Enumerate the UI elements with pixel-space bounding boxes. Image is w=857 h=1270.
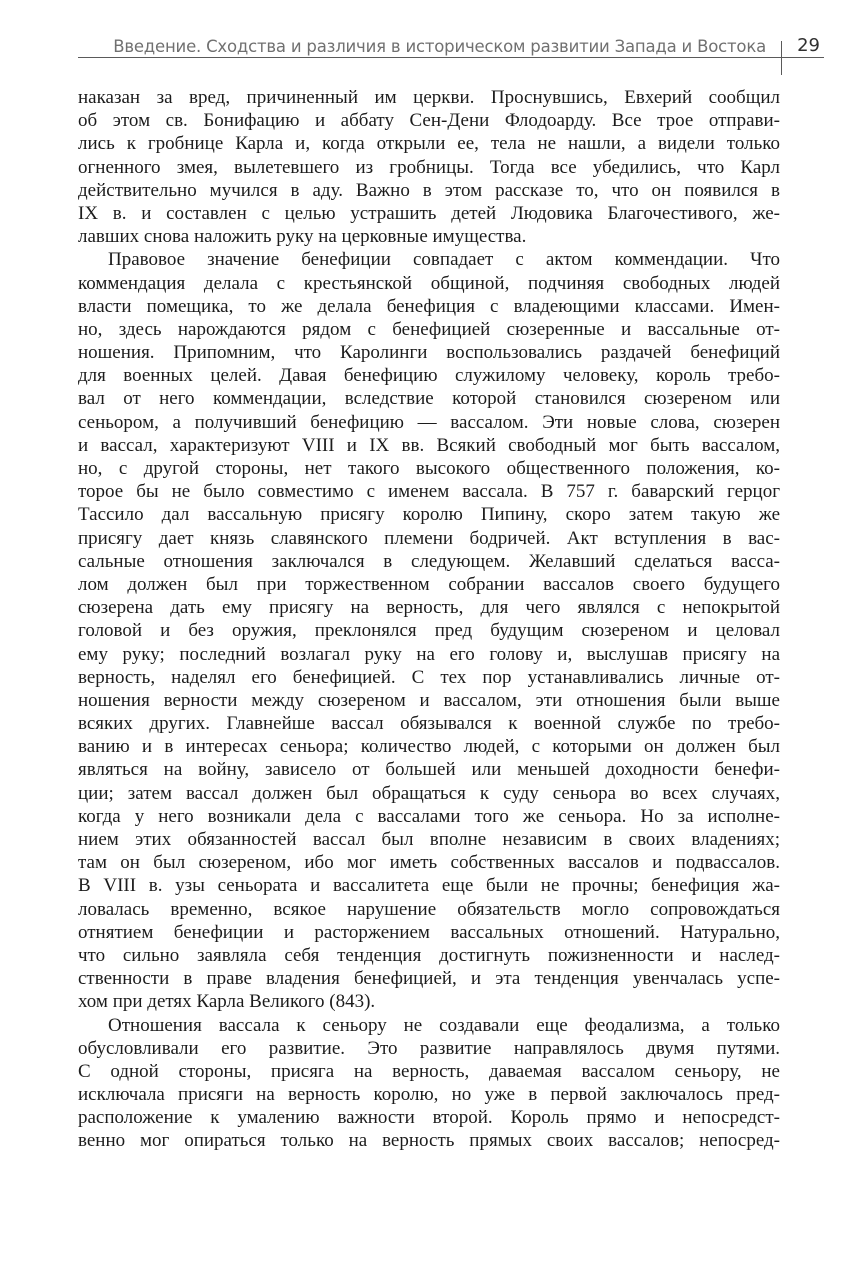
text-line: коммендация делала с крестьянской общиной, подчиняя свободных людей xyxy=(78,272,780,294)
text-line: нием этих обязанностей вассал был вполне независим в своих владениях; xyxy=(78,829,780,850)
text-line: вал от него коммендации, вследствие которой становился сюзереном или xyxy=(78,388,780,410)
text-line: всяких других. Главнейше вассал обязывался к военной службе по требо- xyxy=(78,713,780,735)
text-line: венно мог опираться только на верность прямых своих вассалов; непосред- xyxy=(78,1130,780,1152)
text-line: присягу дает князь славянского племени бодричей. Акт вступления в вас- xyxy=(78,527,780,549)
text-line: Тассило дал вассальную присягу королю Пипину, скоро затем такую же xyxy=(78,504,780,526)
text-line: власти помещика, то же делала бенефиция с владеющими классами. Имен- xyxy=(78,295,780,317)
text-line: лись к гробнице Карла и, когда открыли ее, тела не нашли, а видели только xyxy=(78,133,780,155)
text-line: расположение к умалению важности второй. Король прямо и непосредст- xyxy=(78,1107,780,1129)
text-line: С одной стороны, присяга на верность, даваемая вассалом сеньору, не xyxy=(78,1060,780,1082)
text-line: наказан за вред, причиненный им церкви. Проснувшись, Евхерий сообщил xyxy=(78,87,780,108)
text-line: огненного змея, вылетевшего из гробницы. Тогда все убедились, что Карл xyxy=(78,156,780,178)
text-line: лом должен был при торжественном собрании вассалов своего будущего xyxy=(78,573,780,595)
text-line: ношения верности между сюзереном и вассалом, эти отношения были выше xyxy=(78,689,780,711)
text-line: головой и без оружия, преклонялся пред будущим сюзереном и целовал xyxy=(78,620,780,642)
text-line: IX в. и составлен с целью устрашить детей Людовика Благочестивого, же- xyxy=(78,202,780,224)
text-line: лавших снова наложить руку на церковные имущества. xyxy=(78,226,527,248)
text-line: Отношения вассала к сеньору не создавали еще феодализма, а только xyxy=(108,1014,780,1036)
text-line: В VIII в. узы сеньората и вассалитета еще были не прочны; бенефиция жа- xyxy=(78,875,780,897)
text-line: торое бы не было совместимо с именем вассала. В 757 г. баварский герцог xyxy=(78,481,780,503)
header-divider xyxy=(781,41,782,75)
text-line: ванию и в интересах сеньора; количество людей, с которыми он должен был xyxy=(78,736,780,758)
running-title: Введение. Сходства и различия в историческом развитии Запада и Востока xyxy=(113,37,766,56)
text-line: но, с другой стороны, нет такого высокого общественного положения, ко- xyxy=(78,458,780,479)
text-line: там он был сюзереном, ибо мог иметь собственных вассалов и подвассалов. xyxy=(78,852,780,874)
text-line: ношения. Припомним, что Каролинги воспользовались раздачей бенефиций xyxy=(78,342,780,364)
text-line: отнятием бенефиции и расторжением вассальных отношений. Натурально, xyxy=(78,921,780,943)
text-line: Правовое значение бенефиции совпадает с актом коммендации. Что xyxy=(108,249,780,271)
text-line: об этом св. Бонифацию и аббату Сен-Дени Флодоарду. Все трое отправи- xyxy=(78,110,780,132)
text-line: ему руку; последний возлагал руку на его голову и, выслушав присягу на xyxy=(78,643,780,665)
text-line: обусловливали его развитие. Это развитие направлялось двумя путями. xyxy=(78,1037,780,1059)
text-line: ловалась временно, всякое нарушение обязательств могло сопровождаться xyxy=(78,898,780,920)
running-head xyxy=(78,36,824,60)
text-line: сюзерена дать ему присягу на верность, для чего являлся с непокрытой xyxy=(78,597,780,619)
text-line: ственности в праве владения бенефицией, и эта тенденция увенчалась успе- xyxy=(78,968,780,990)
text-line: хом при детях Карла Великого (843). xyxy=(78,991,376,1013)
body-text xyxy=(78,86,780,1153)
paragraph xyxy=(78,248,780,1013)
header-rule xyxy=(78,57,824,58)
text-line: действительно мучился в аду. Важно в этом рассказе то, что он появился в xyxy=(78,179,780,201)
paragraph xyxy=(78,86,780,248)
text-line: верность, наделял его бенефицией. С тех пор устанавливались личные от- xyxy=(78,666,780,688)
text-line: являться на войну, зависело от большей или меньшей доходности бенефи- xyxy=(78,759,780,781)
text-line: и вассал, характеризуют VIII и IX вв. Всякий свободный мог быть вассалом, xyxy=(78,434,780,456)
text-line: когда у него возникали дела с вассалами того же сеньора. Но за исполне- xyxy=(78,805,780,827)
text-line: для военных целей. Давая бенефицию служилому человеку, король требо- xyxy=(78,365,780,387)
text-line: сальные отношения заключался в следующем. Желавший сделаться васса- xyxy=(78,550,780,572)
paragraph xyxy=(78,1014,780,1153)
text-line: исключала присяги на верность королю, но уже в первой заключалось пред- xyxy=(78,1084,780,1106)
text-line: ции; затем вассал должен был обращаться к суду сеньора во всех случаях, xyxy=(78,782,780,804)
page-number: 29 xyxy=(797,35,820,56)
text-line: но, здесь нарождаются рядом с бенефицией сюзеренные и вассальные от- xyxy=(78,318,780,340)
text-line: сеньором, а получивший бенефицию — вассалом. Эти новые слова, сюзерен xyxy=(78,411,780,433)
text-line: что сильно заявляла себя тенденция достигнуть пожизненности и наслед- xyxy=(78,944,780,966)
